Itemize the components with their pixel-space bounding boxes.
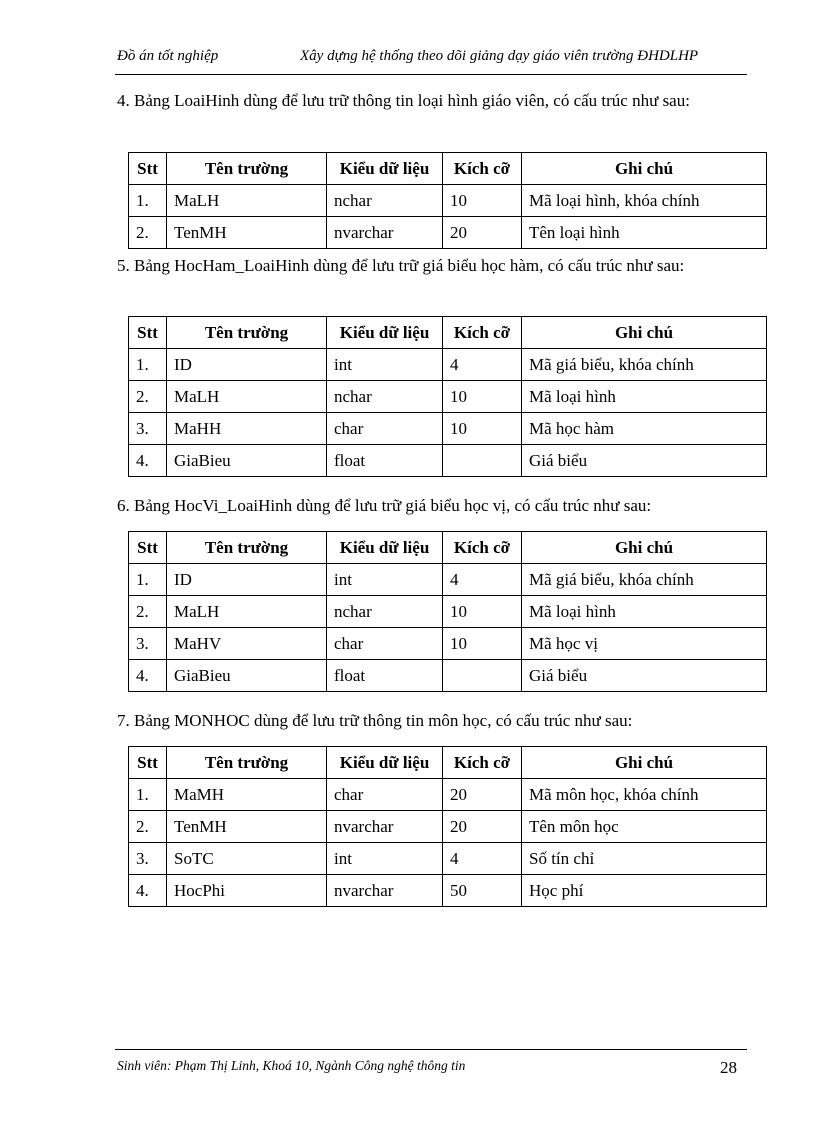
cell-type: nvarchar [327,875,443,907]
col-header-kich-co: Kích cỡ [443,532,522,564]
cell-type: nvarchar [327,217,443,249]
col-header-stt: Stt [129,747,167,779]
cell-size: 4 [443,843,522,875]
cell-field: TenMH [167,217,327,249]
cell-field: MaLH [167,185,327,217]
cell-field: MaMH [167,779,327,811]
cell-size: 50 [443,875,522,907]
cell-type: float [327,445,443,477]
cell-field: ID [167,564,327,596]
table-row [129,413,767,445]
cell-field: TenMH [167,811,327,843]
cell-field: MaHH [167,413,327,445]
cell-stt: 1. [129,779,167,811]
cell-field: MaLH [167,596,327,628]
cell-type: nchar [327,381,443,413]
cell-note: Tên môn học [522,811,767,843]
table-row [129,843,767,875]
cell-note: Mã giá biểu, khóa chính [522,349,767,381]
cell-note: Tên loại hình [522,217,767,249]
cell-note: Mã loại hình [522,381,767,413]
cell-field: MaLH [167,381,327,413]
cell-note: Học phí [522,875,767,907]
cell-type: int [327,564,443,596]
table-header-row [129,153,767,185]
table-row [129,628,767,660]
table-row [129,217,767,249]
table-loaihinh [128,152,767,249]
cell-stt: 4. [129,660,167,692]
cell-field: HocPhi [167,875,327,907]
cell-field: ID [167,349,327,381]
col-header-ghi-chu: Ghi chú [522,747,767,779]
col-header-kich-co: Kích cỡ [443,747,522,779]
cell-size: 10 [443,381,522,413]
cell-stt: 1. [129,349,167,381]
table-row [129,875,767,907]
cell-size: 10 [443,628,522,660]
cell-note: Số tín chỉ [522,843,767,875]
cell-size: 10 [443,413,522,445]
table-row [129,185,767,217]
cell-type: int [327,843,443,875]
section-5-intro: 5. Bảng HocHam_LoaiHinh dùng để lưu trữ giá biểu học hàm, có cấu trúc như sau: [117,256,685,275]
footer-student-info: Sinh viên: Phạm Thị Linh, Khoá 10, Ngành Công nghệ thông tin [117,1058,466,1073]
cell-stt: 3. [129,628,167,660]
cell-note: Mã loại hình [522,596,767,628]
cell-stt: 4. [129,445,167,477]
col-header-stt: Stt [129,153,167,185]
cell-size: 10 [443,185,522,217]
table-header-row [129,317,767,349]
col-header-kieu-du-lieu: Kiểu dữ liệu [327,317,443,349]
cell-stt: 1. [129,185,167,217]
footer-rule [115,1049,747,1050]
cell-stt: 2. [129,217,167,249]
cell-size: 4 [443,564,522,596]
table-row [129,596,767,628]
cell-type: char [327,413,443,445]
cell-note: Mã giá biểu, khóa chính [522,564,767,596]
col-header-stt: Stt [129,317,167,349]
header-left-title: Đồ án tốt nghiệp [117,48,219,64]
section-7-intro: 7. Bảng MONHOC dùng để lưu trữ thông tin môn học, có cấu trúc như sau: [117,711,633,730]
col-header-ghi-chu: Ghi chú [522,317,767,349]
cell-type: float [327,660,443,692]
cell-stt: 1. [129,564,167,596]
col-header-ten-truong: Tên trường [167,153,327,185]
col-header-ghi-chu: Ghi chú [522,532,767,564]
cell-note: Mã môn học, khóa chính [522,779,767,811]
col-header-kieu-du-lieu: Kiểu dữ liệu [327,532,443,564]
table-row [129,564,767,596]
table-row [129,381,767,413]
cell-type: nvarchar [327,811,443,843]
cell-field: GiaBieu [167,445,327,477]
cell-size [443,445,522,477]
section-6-intro: 6. Bảng HocVi_LoaiHinh dùng để lưu trữ giá biểu học vị, có cấu trúc như sau: [117,496,652,515]
cell-stt: 2. [129,811,167,843]
table-header-row [129,532,767,564]
cell-type: char [327,628,443,660]
col-header-kieu-du-lieu: Kiểu dữ liệu [327,153,443,185]
page-number: 28 [720,1058,737,1077]
cell-size: 10 [443,596,522,628]
cell-size: 4 [443,349,522,381]
cell-note: Giá biểu [522,660,767,692]
cell-size: 20 [443,779,522,811]
table-hocham-loaihinh [128,316,767,477]
col-header-kich-co: Kích cỡ [443,153,522,185]
table-row [129,349,767,381]
cell-type: char [327,779,443,811]
cell-type: nchar [327,185,443,217]
cell-note: Giá biểu [522,445,767,477]
table-row [129,779,767,811]
section-4-intro: 4. Bảng LoaiHinh dùng để lưu trữ thông tin loại hình giáo viên, có cấu trúc như sau: [117,91,690,110]
col-header-ten-truong: Tên trường [167,532,327,564]
cell-stt: 4. [129,875,167,907]
table-hocvi-loaihinh [128,531,767,692]
cell-stt: 2. [129,596,167,628]
table-header-row [129,747,767,779]
header-rule [115,74,747,75]
cell-field: GiaBieu [167,660,327,692]
cell-type: int [327,349,443,381]
cell-size: 20 [443,811,522,843]
col-header-ten-truong: Tên trường [167,317,327,349]
col-header-kich-co: Kích cỡ [443,317,522,349]
cell-note: Mã học vị [522,628,767,660]
cell-type: nchar [327,596,443,628]
header-right-title: Xây dựng hệ thống theo dõi giảng dạy giáo viên trường ĐHDLHP [300,48,699,64]
cell-stt: 2. [129,381,167,413]
table-row [129,445,767,477]
col-header-stt: Stt [129,532,167,564]
cell-size: 20 [443,217,522,249]
table-row [129,811,767,843]
col-header-ten-truong: Tên trường [167,747,327,779]
table-row [129,660,767,692]
col-header-kieu-du-lieu: Kiểu dữ liệu [327,747,443,779]
table-monhoc [128,746,767,907]
cell-stt: 3. [129,413,167,445]
col-header-ghi-chu: Ghi chú [522,153,767,185]
cell-field: MaHV [167,628,327,660]
cell-note: Mã học hàm [522,413,767,445]
cell-size [443,660,522,692]
cell-note: Mã loại hình, khóa chính [522,185,767,217]
cell-stt: 3. [129,843,167,875]
cell-field: SoTC [167,843,327,875]
